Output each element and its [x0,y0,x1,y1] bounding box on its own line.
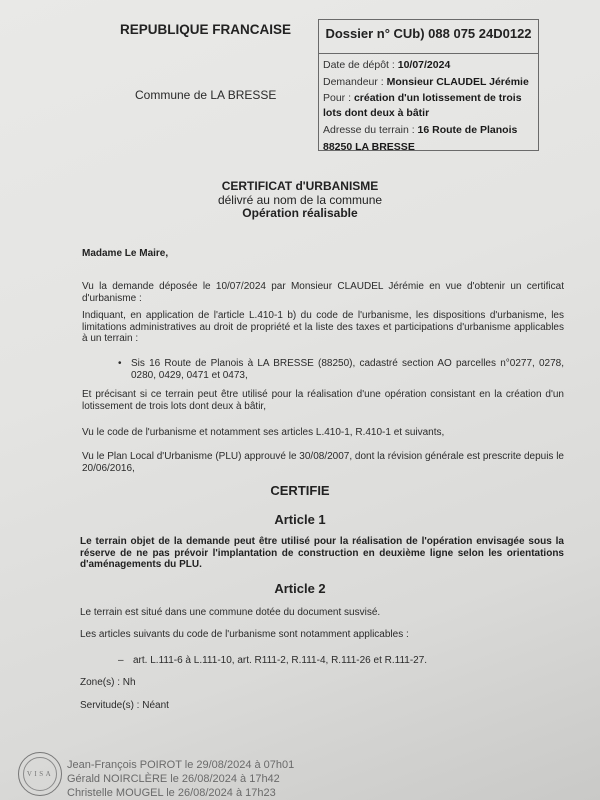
signature-line: Gérald NOIRCLÈRE le 26/08/2024 à 17h42 [67,773,280,785]
zone-value: Zone(s) : Nh [80,677,136,688]
address-label: Adresse du terrain : [323,124,418,136]
commune-name: Commune de LA BRESSE [135,88,277,102]
dossier-number: Dossier n° CUb) 088 075 24D0122 [319,20,538,54]
article-2-heading: Article 2 [274,581,326,596]
dossier-details [319,54,538,155]
article-2-paragraph-1: Le terrain est situé dans une commune dotée du document susvisé. [80,607,381,618]
purpose-row [323,90,534,122]
paragraph-indicating: Indiquant, en application de l'article L.410-1 b) du code de l'urbanisme, les dispositions d'urbanisme, les limitations administratives au droit de propriété et la liste des taxes et participations d'urbanisme applicables à un terrain : [82,310,564,344]
certificate-status: Opération réalisable [242,206,358,220]
paragraph-request: Vu la demande déposée le 10/07/2024 par Monsieur CLAUDEL Jérémie en vue d'obtenir un certificat d'urbanisme : [82,281,564,304]
paragraph-plu: Vu le Plan Local d'Urbanisme (PLU) approuvé le 30/08/2007, dont la révision générale est prescrite depuis le 20/06/2016, [82,451,564,474]
certificate-subtitle: délivré au nom de la commune [217,192,383,207]
article-1-text: Le terrain objet de la demande peut être utilisé pour la réalisation de l'opération envisagée sous la réserve de ne pas prévoir l'implantation de construction en deuxième ligne selon les orientations d'aménagements du PLU. [80,536,564,570]
signature-line: Christelle MOUGEL le 26/08/2024 à 17h23 [67,787,276,799]
address-row-2 [323,139,534,156]
purpose-value: création d'un lotissement de trois lots dont deux à bâtir [323,92,522,119]
republique-francaise-header: REPUBLIQUE FRANCAISE [120,22,292,37]
visa-stamp-icon [18,752,62,796]
dash-icon: – [118,655,124,666]
address-value-line2: 88250 LA BRESSE [323,140,415,153]
applicant-row [323,74,534,91]
applicant-value: Monsieur CLAUDEL Jérémie [386,75,529,88]
address-value-line1: 16 Route de Planois [417,124,518,136]
applicable-articles-item: art. L.111-6 à L.111-10, art. R111-2, R.111-4, R.111-26 et R.111-27. [133,655,428,666]
document-title [0,180,600,221]
salutation: Madame Le Maire, [82,248,169,259]
servitude-value: Servitude(s) : Néant [80,700,169,711]
signature-line: Jean-François POIROT le 29/08/2024 à 07h01 [67,759,295,771]
deposit-date-row [323,57,534,74]
applicant-label: Demandeur : [323,75,387,88]
dossier-box [318,19,539,151]
bullet-icon: • [118,358,122,369]
article-1-heading: Article 1 [274,512,326,527]
certificate-title: CERTIFICAT d'URBANISME [221,179,379,193]
deposit-date-value: 10/07/2024 [397,59,451,71]
paragraph-code-urbanisme: Vu le code de l'urbanisme et notamment ses articles L.410-1, R.410-1 et suivants, [82,427,445,438]
purpose-label: Pour : [323,92,354,104]
deposit-date-label: Date de dépôt : [323,59,398,71]
bullet-parcel-location: Sis 16 Route de Planois à LA BRESSE (88250), cadastré section AO parcelles n°0277, 0278, 0280, 0429, 0471 et 0473, [131,358,564,381]
certifie-heading: CERTIFIE [270,483,330,498]
visa-stamp-text: VISA [26,770,54,778]
article-2-paragraph-2: Les articles suivants du code de l'urbanisme sont notamment applicables : [80,629,409,640]
paragraph-precising: Et précisant si ce terrain peut être utilisé pour la réalisation d'une opération consistant en la création d'un lotissement de trois lots dont deux à bâtir, [82,389,564,412]
address-row [323,122,534,139]
